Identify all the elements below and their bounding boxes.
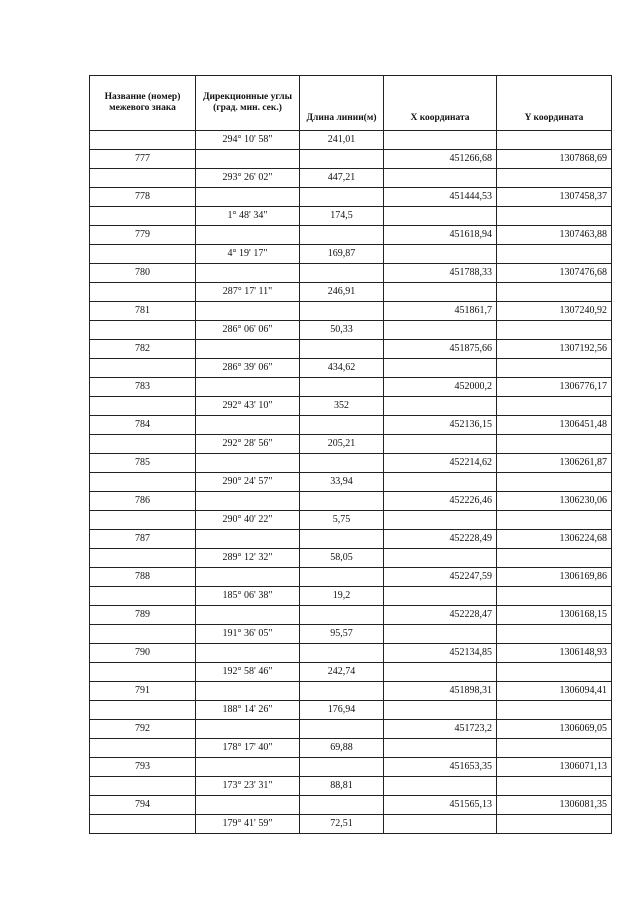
- cell-line-length: [300, 150, 384, 169]
- segment-row: [90, 435, 612, 454]
- cell-x-coordinate: [384, 587, 497, 606]
- cell-x-coordinate: [384, 207, 497, 226]
- cell-point-name: [90, 663, 196, 682]
- cell-line-length: 5,75: [300, 511, 384, 530]
- cell-point-name: [90, 359, 196, 378]
- cell-line-length: 19,2: [300, 587, 384, 606]
- cell-y-coordinate: 1306776,17: [497, 378, 612, 397]
- point-row: [90, 758, 612, 777]
- cell-x-coordinate: [384, 435, 497, 454]
- table-header: [90, 76, 612, 131]
- segment-row: [90, 815, 612, 834]
- cell-point-name: 787: [90, 530, 196, 549]
- cell-x-coordinate: 451723,2: [384, 720, 497, 739]
- cell-line-length: 246,91: [300, 283, 384, 302]
- cell-y-coordinate: [497, 435, 612, 454]
- cell-direction-angle: [196, 682, 300, 701]
- cell-line-length: [300, 682, 384, 701]
- cell-direction-angle: [196, 796, 300, 815]
- cell-x-coordinate: 452136,15: [384, 416, 497, 435]
- cell-y-coordinate: 1306081,35: [497, 796, 612, 815]
- cell-direction-angle: [196, 568, 300, 587]
- cell-direction-angle: 1° 48' 34": [196, 207, 300, 226]
- cell-y-coordinate: 1307192,56: [497, 340, 612, 359]
- cell-y-coordinate: [497, 549, 612, 568]
- header-x: X координата: [384, 76, 497, 131]
- cell-direction-angle: [196, 644, 300, 663]
- cell-line-length: [300, 454, 384, 473]
- cell-direction-angle: 287° 17' 11": [196, 283, 300, 302]
- cell-y-coordinate: [497, 587, 612, 606]
- cell-x-coordinate: [384, 739, 497, 758]
- cell-x-coordinate: 452214,62: [384, 454, 497, 473]
- segment-row: [90, 473, 612, 492]
- cell-line-length: [300, 568, 384, 587]
- cell-y-coordinate: [497, 397, 612, 416]
- cell-x-coordinate: 452247,59: [384, 568, 497, 587]
- segment-row: [90, 207, 612, 226]
- cell-direction-angle: [196, 454, 300, 473]
- point-row: [90, 302, 612, 321]
- cell-x-coordinate: [384, 701, 497, 720]
- cell-point-name: 782: [90, 340, 196, 359]
- cell-point-name: [90, 549, 196, 568]
- segment-row: [90, 549, 612, 568]
- cell-line-length: 447,21: [300, 169, 384, 188]
- cell-direction-angle: [196, 720, 300, 739]
- cell-point-name: [90, 777, 196, 796]
- cell-y-coordinate: [497, 245, 612, 264]
- cell-direction-angle: 179° 41' 59": [196, 815, 300, 834]
- cell-direction-angle: [196, 378, 300, 397]
- cell-y-coordinate: 1307458,37: [497, 188, 612, 207]
- cell-direction-angle: [196, 606, 300, 625]
- cell-y-coordinate: 1307868,69: [497, 150, 612, 169]
- cell-point-name: [90, 131, 196, 150]
- cell-direction-angle: 293° 26' 02": [196, 169, 300, 188]
- cell-x-coordinate: [384, 663, 497, 682]
- cell-point-name: 783: [90, 378, 196, 397]
- cell-point-name: 791: [90, 682, 196, 701]
- cell-x-coordinate: 451875,66: [384, 340, 497, 359]
- point-row: [90, 644, 612, 663]
- cell-point-name: [90, 815, 196, 834]
- cell-point-name: [90, 701, 196, 720]
- cell-point-name: [90, 169, 196, 188]
- segment-row: [90, 739, 612, 758]
- cell-y-coordinate: 1306224,68: [497, 530, 612, 549]
- cell-x-coordinate: [384, 169, 497, 188]
- cell-y-coordinate: 1306451,48: [497, 416, 612, 435]
- cell-direction-angle: 178° 17' 40": [196, 739, 300, 758]
- cell-line-length: 205,21: [300, 435, 384, 454]
- cell-x-coordinate: 451898,31: [384, 682, 497, 701]
- cell-line-length: [300, 416, 384, 435]
- cell-y-coordinate: 1307476,68: [497, 264, 612, 283]
- cell-x-coordinate: [384, 397, 497, 416]
- cell-y-coordinate: [497, 625, 612, 644]
- cell-line-length: [300, 530, 384, 549]
- cell-direction-angle: 292° 28' 56": [196, 435, 300, 454]
- cell-line-length: 50,33: [300, 321, 384, 340]
- cell-point-name: 781: [90, 302, 196, 321]
- cell-x-coordinate: 451444,53: [384, 188, 497, 207]
- cell-x-coordinate: [384, 625, 497, 644]
- cell-x-coordinate: 452134,85: [384, 644, 497, 663]
- cell-y-coordinate: 1306230,06: [497, 492, 612, 511]
- segment-row: [90, 245, 612, 264]
- cell-y-coordinate: [497, 739, 612, 758]
- cell-point-name: 794: [90, 796, 196, 815]
- cell-line-length: [300, 758, 384, 777]
- point-row: [90, 492, 612, 511]
- cell-point-name: 780: [90, 264, 196, 283]
- cell-direction-angle: 191° 36' 05": [196, 625, 300, 644]
- header-y: Y координата: [497, 76, 612, 131]
- cell-point-name: [90, 511, 196, 530]
- cell-line-length: [300, 796, 384, 815]
- table-body: [90, 131, 612, 834]
- cell-point-name: 778: [90, 188, 196, 207]
- cell-x-coordinate: [384, 549, 497, 568]
- cell-x-coordinate: [384, 131, 497, 150]
- cell-x-coordinate: [384, 321, 497, 340]
- cell-direction-angle: [196, 264, 300, 283]
- header-name: Название (номер) межевого знака: [90, 76, 196, 131]
- cell-direction-angle: [196, 492, 300, 511]
- cell-direction-angle: [196, 416, 300, 435]
- cell-direction-angle: [196, 188, 300, 207]
- cell-direction-angle: 290° 40' 22": [196, 511, 300, 530]
- cell-line-length: 33,94: [300, 473, 384, 492]
- cell-line-length: 58,05: [300, 549, 384, 568]
- cell-point-name: 786: [90, 492, 196, 511]
- cell-y-coordinate: [497, 207, 612, 226]
- cell-y-coordinate: 1306168,15: [497, 606, 612, 625]
- cell-line-length: [300, 340, 384, 359]
- cell-x-coordinate: 451788,33: [384, 264, 497, 283]
- cell-direction-angle: 4° 19' 17": [196, 245, 300, 264]
- cell-direction-angle: 185° 06' 38": [196, 587, 300, 606]
- segment-row: [90, 131, 612, 150]
- cell-x-coordinate: 451653,35: [384, 758, 497, 777]
- point-row: [90, 796, 612, 815]
- cell-x-coordinate: [384, 283, 497, 302]
- cell-x-coordinate: 451861,7: [384, 302, 497, 321]
- cell-line-length: [300, 720, 384, 739]
- point-row: [90, 340, 612, 359]
- cell-y-coordinate: [497, 815, 612, 834]
- cell-line-length: [300, 606, 384, 625]
- point-row: [90, 568, 612, 587]
- segment-row: [90, 397, 612, 416]
- cell-y-coordinate: [497, 511, 612, 530]
- cell-line-length: 242,74: [300, 663, 384, 682]
- cell-line-length: 69,88: [300, 739, 384, 758]
- cell-x-coordinate: [384, 815, 497, 834]
- cell-y-coordinate: 1306148,93: [497, 644, 612, 663]
- point-row: [90, 378, 612, 397]
- cell-line-length: 352: [300, 397, 384, 416]
- cell-point-name: 785: [90, 454, 196, 473]
- point-row: [90, 454, 612, 473]
- cell-direction-angle: [196, 530, 300, 549]
- cell-line-length: 434,62: [300, 359, 384, 378]
- cell-y-coordinate: [497, 359, 612, 378]
- point-row: [90, 150, 612, 169]
- point-row: [90, 530, 612, 549]
- cell-line-length: [300, 188, 384, 207]
- segment-row: [90, 283, 612, 302]
- cell-direction-angle: [196, 758, 300, 777]
- cell-x-coordinate: 452000,2: [384, 378, 497, 397]
- cell-direction-angle: [196, 302, 300, 321]
- cell-line-length: 72,51: [300, 815, 384, 834]
- segment-row: [90, 321, 612, 340]
- cell-point-name: [90, 473, 196, 492]
- cell-point-name: [90, 587, 196, 606]
- cell-point-name: [90, 625, 196, 644]
- segment-row: [90, 169, 612, 188]
- cell-line-length: 88,81: [300, 777, 384, 796]
- cell-point-name: [90, 207, 196, 226]
- segment-row: [90, 359, 612, 378]
- cell-point-name: [90, 435, 196, 454]
- cell-x-coordinate: [384, 777, 497, 796]
- cell-y-coordinate: [497, 131, 612, 150]
- cell-y-coordinate: [497, 777, 612, 796]
- cell-x-coordinate: 451266,68: [384, 150, 497, 169]
- header-angle: Дирекционные углы (град. мин. сек.): [196, 76, 300, 131]
- cell-y-coordinate: 1306094,41: [497, 682, 612, 701]
- cell-y-coordinate: [497, 321, 612, 340]
- segment-row: [90, 625, 612, 644]
- cell-x-coordinate: [384, 511, 497, 530]
- cell-y-coordinate: [497, 473, 612, 492]
- cell-point-name: 784: [90, 416, 196, 435]
- cell-line-length: [300, 492, 384, 511]
- cell-point-name: [90, 321, 196, 340]
- cell-direction-angle: 286° 39' 06": [196, 359, 300, 378]
- cell-point-name: 777: [90, 150, 196, 169]
- segment-row: [90, 511, 612, 530]
- cell-direction-angle: [196, 340, 300, 359]
- cell-y-coordinate: [497, 169, 612, 188]
- cell-point-name: [90, 245, 196, 264]
- cell-line-length: 176,94: [300, 701, 384, 720]
- segment-row: [90, 701, 612, 720]
- cell-x-coordinate: [384, 473, 497, 492]
- cell-line-length: 241,01: [300, 131, 384, 150]
- boundary-coordinates-table: [89, 75, 612, 834]
- cell-y-coordinate: [497, 701, 612, 720]
- cell-direction-angle: [196, 150, 300, 169]
- cell-x-coordinate: 452228,47: [384, 606, 497, 625]
- cell-direction-angle: 192° 58' 46": [196, 663, 300, 682]
- header-length: Длина линии(м): [300, 76, 384, 131]
- cell-point-name: 779: [90, 226, 196, 245]
- cell-line-length: 174,5: [300, 207, 384, 226]
- point-row: [90, 188, 612, 207]
- cell-line-length: 95,57: [300, 625, 384, 644]
- cell-point-name: [90, 397, 196, 416]
- cell-direction-angle: 292° 43' 10": [196, 397, 300, 416]
- cell-direction-angle: [196, 226, 300, 245]
- cell-line-length: [300, 378, 384, 397]
- point-row: [90, 606, 612, 625]
- cell-direction-angle: 173° 23' 31": [196, 777, 300, 796]
- point-row: [90, 682, 612, 701]
- cell-line-length: [300, 644, 384, 663]
- cell-line-length: [300, 302, 384, 321]
- point-row: [90, 264, 612, 283]
- cell-point-name: [90, 283, 196, 302]
- cell-y-coordinate: [497, 663, 612, 682]
- cell-point-name: 790: [90, 644, 196, 663]
- cell-y-coordinate: [497, 283, 612, 302]
- cell-x-coordinate: 451565,13: [384, 796, 497, 815]
- cell-x-coordinate: 452226,46: [384, 492, 497, 511]
- cell-x-coordinate: [384, 245, 497, 264]
- cell-point-name: 788: [90, 568, 196, 587]
- cell-direction-angle: 188° 14' 26": [196, 701, 300, 720]
- cell-direction-angle: 290° 24' 57": [196, 473, 300, 492]
- cell-point-name: [90, 739, 196, 758]
- cell-y-coordinate: 1306169,86: [497, 568, 612, 587]
- point-row: [90, 416, 612, 435]
- cell-x-coordinate: 452228,49: [384, 530, 497, 549]
- cell-direction-angle: 294° 10' 58": [196, 131, 300, 150]
- segment-row: [90, 587, 612, 606]
- cell-direction-angle: 286° 06' 06": [196, 321, 300, 340]
- cell-line-length: [300, 226, 384, 245]
- cell-x-coordinate: 451618,94: [384, 226, 497, 245]
- cell-point-name: 792: [90, 720, 196, 739]
- cell-point-name: 793: [90, 758, 196, 777]
- cell-line-length: 169,87: [300, 245, 384, 264]
- point-row: [90, 226, 612, 245]
- cell-y-coordinate: 1306069,05: [497, 720, 612, 739]
- cell-point-name: 789: [90, 606, 196, 625]
- cell-y-coordinate: 1307463,88: [497, 226, 612, 245]
- segment-row: [90, 663, 612, 682]
- cell-y-coordinate: 1307240,92: [497, 302, 612, 321]
- cell-y-coordinate: 1306261,87: [497, 454, 612, 473]
- cell-direction-angle: 289° 12' 32": [196, 549, 300, 568]
- point-row: [90, 720, 612, 739]
- cell-line-length: [300, 264, 384, 283]
- cell-y-coordinate: 1306071,13: [497, 758, 612, 777]
- cell-x-coordinate: [384, 359, 497, 378]
- segment-row: [90, 777, 612, 796]
